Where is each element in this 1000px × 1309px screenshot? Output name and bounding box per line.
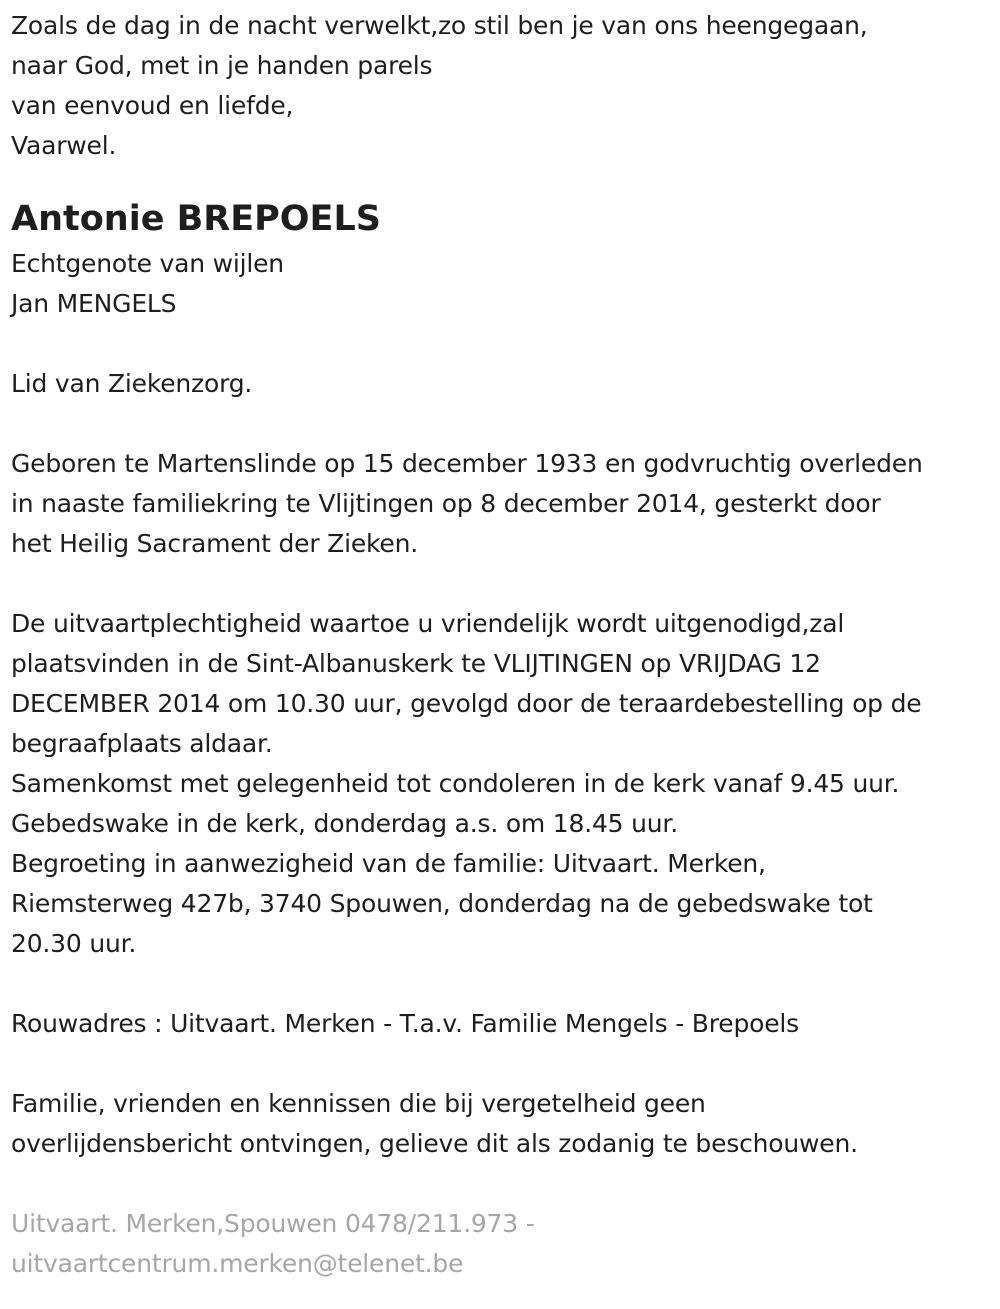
- deceased-name: Antonie BREPOELS: [11, 199, 381, 239]
- spouse-name: Jan MENGELS: [11, 289, 177, 318]
- paragraph-line: DECEMBER 2014 om 10.30 uur, gevolgd door de teraardebestelling op de: [11, 689, 922, 718]
- paragraph-line: Riemsterweg 427b, 3740 Spouwen, donderdag na de gebedswake tot: [11, 889, 873, 918]
- paragraph-line: plaatsvinden in de Sint-Albanuskerk te VLIJTINGEN op VRIJDAG 12: [11, 649, 821, 678]
- paragraph-line: begraafplaats aldaar.: [11, 729, 273, 758]
- obituary-notice: [11, 0, 996, 1284]
- paragraph-line: Gebedswake in de kerk, donderdag a.s. om 18.45 uur.: [11, 809, 678, 838]
- funeral-home-contact: Uitvaart. Merken,Spouwen 0478/211.973 -: [11, 1209, 535, 1238]
- paragraph-line: overlijdensbericht ontvingen, gelieve dit als zodanig te beschouwen.: [11, 1129, 858, 1158]
- paragraph-line: Familie, vrienden en kennissen die bij vergetelheid geen: [11, 1089, 706, 1118]
- funeral-home-footer: [11, 1204, 996, 1284]
- spouse-line: Echtgenote van wijlen: [11, 249, 284, 278]
- birth-death-paragraph: [11, 444, 996, 564]
- paragraph-line: het Heilig Sacrament der Zieken.: [11, 529, 418, 558]
- paragraph-line: Begroeting in aanwezigheid van de familie: Uitvaart. Merken,: [11, 849, 766, 878]
- poem-line: naar God, met in je handen parels: [11, 51, 433, 80]
- poem-line: Vaarwel.: [11, 131, 117, 160]
- paragraph-line: in naaste familiekring te Vlijtingen op 8 december 2014, gesterkt door: [11, 489, 881, 518]
- paragraph-line: Geboren te Martenslinde op 15 december 1933 en godvruchtig overleden: [11, 449, 923, 478]
- mourning-address: Rouwadres : Uitvaart. Merken - T.a.v. Familie Mengels - Brepoels: [11, 1009, 799, 1038]
- funeral-home-email: uitvaartcentrum.merken@telenet.be: [11, 1249, 464, 1278]
- funeral-paragraph: [11, 604, 996, 964]
- poem-line: van eenvoud en liefde,: [11, 91, 294, 120]
- spouse-info: [11, 244, 996, 324]
- paragraph-line: 20.30 uur.: [11, 929, 137, 958]
- poem: [11, 0, 996, 166]
- poem-line: Zoals de dag in de nacht verwelkt,zo stil ben je van ons heengegaan,: [11, 11, 868, 40]
- notice-paragraph: [11, 1084, 996, 1164]
- paragraph-line: De uitvaartplechtigheid waartoe u vriendelijk wordt uitgenodigd,zal: [11, 609, 845, 638]
- membership: Lid van Ziekenzorg.: [11, 369, 253, 398]
- paragraph-line: Samenkomst met gelegenheid tot condoleren in de kerk vanaf 9.45 uur.: [11, 769, 900, 798]
